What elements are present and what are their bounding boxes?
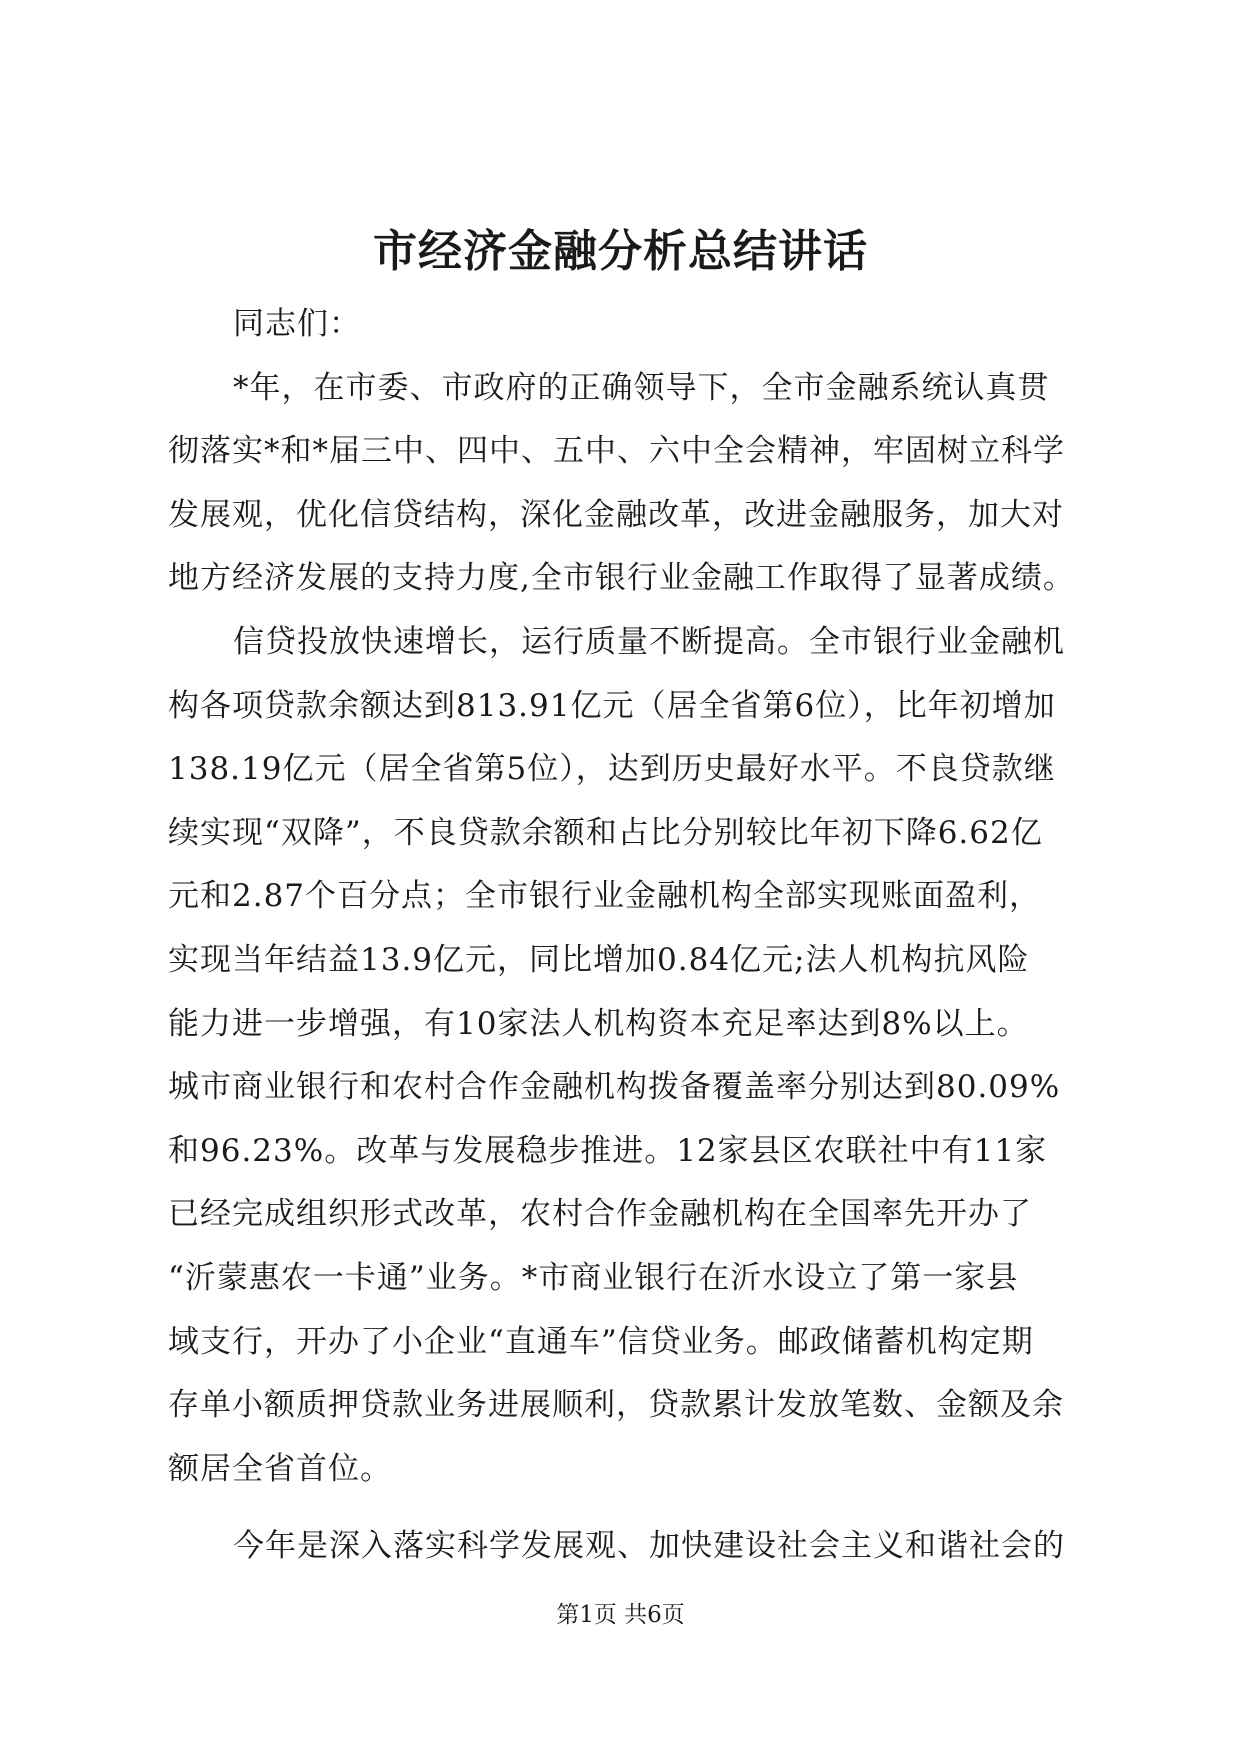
paragraph-line: 信贷投放快速增长，运行质量不断提高。全市银行业金融机	[233, 623, 1065, 660]
paragraph-line: 彻落实*和*届三中、四中、五中、六中全会精神，牢固树立科学	[168, 433, 1065, 470]
paragraph-line: “沂蒙惠农一卡通”业务。*市商业银行在沂水设立了第一家县	[168, 1259, 1019, 1296]
paragraph-line: 能力进一步增强，有10家法人机构资本充足率达到8%以上。	[168, 1005, 1029, 1042]
paragraph-line: 发展观，优化信贷结构，深化金融改革，改进金融服务，加大对	[168, 496, 1064, 533]
page-footer: 第1页 共6页	[556, 1602, 685, 1628]
paragraph-line: 已经完成组织形式改革，农村合作金融机构在全国率先开办了	[168, 1196, 1032, 1233]
paragraph-gap	[168, 1501, 1128, 1515]
salutation-line: 同志们：	[233, 306, 361, 342]
paragraph-line: 实现当年结益13.9亿元，同比增加0.84亿元;法人机构抗风险	[168, 941, 1030, 978]
paragraph-line: 今年是深入落实科学发展观、加快建设社会主义和谐社会的	[233, 1528, 1065, 1565]
paragraph-line: *年，在市委、市政府的正确领导下，全市金融系统认真贯	[233, 369, 1050, 406]
document-body	[168, 293, 1128, 1579]
paragraph-line: 元和2.87个百分点；全市银行业金融机构全部实现账面盈利，	[168, 878, 1042, 915]
paragraph-line: 存单小额质押贷款业务进展顺利，贷款累计发放笔数、金额及余	[168, 1387, 1064, 1424]
paragraph-line: 138.19亿元（居全省第5位），达到历史最好水平。不良贷款继	[168, 751, 1056, 788]
paragraph-line: 续实现“双降”，不良贷款余额和占比分别较比年初下降6.62亿	[168, 814, 1043, 851]
paragraph-line: 额居全省首位。	[168, 1450, 392, 1487]
paragraph-line: 地方经济发展的支持力度,全市银行业金融工作取得了显著成绩。	[168, 560, 1075, 597]
document-title: 市经济金融分析总结讲话	[373, 226, 868, 277]
paragraph-line: 城市商业银行和农村合作金融机构拨备覆盖率分别达到80.09%	[168, 1069, 1061, 1106]
paragraph-line: 构各项贷款余额达到813.91亿元（居全省第6位），比年初增加	[168, 687, 1056, 724]
paragraph-line: 和96.23%。改革与发展稳步推进。12家县区农联社中有11家	[168, 1132, 1048, 1169]
paragraph-line: 域支行，开办了小企业“直通车”信贷业务。邮政储蓄机构定期	[168, 1323, 1034, 1360]
